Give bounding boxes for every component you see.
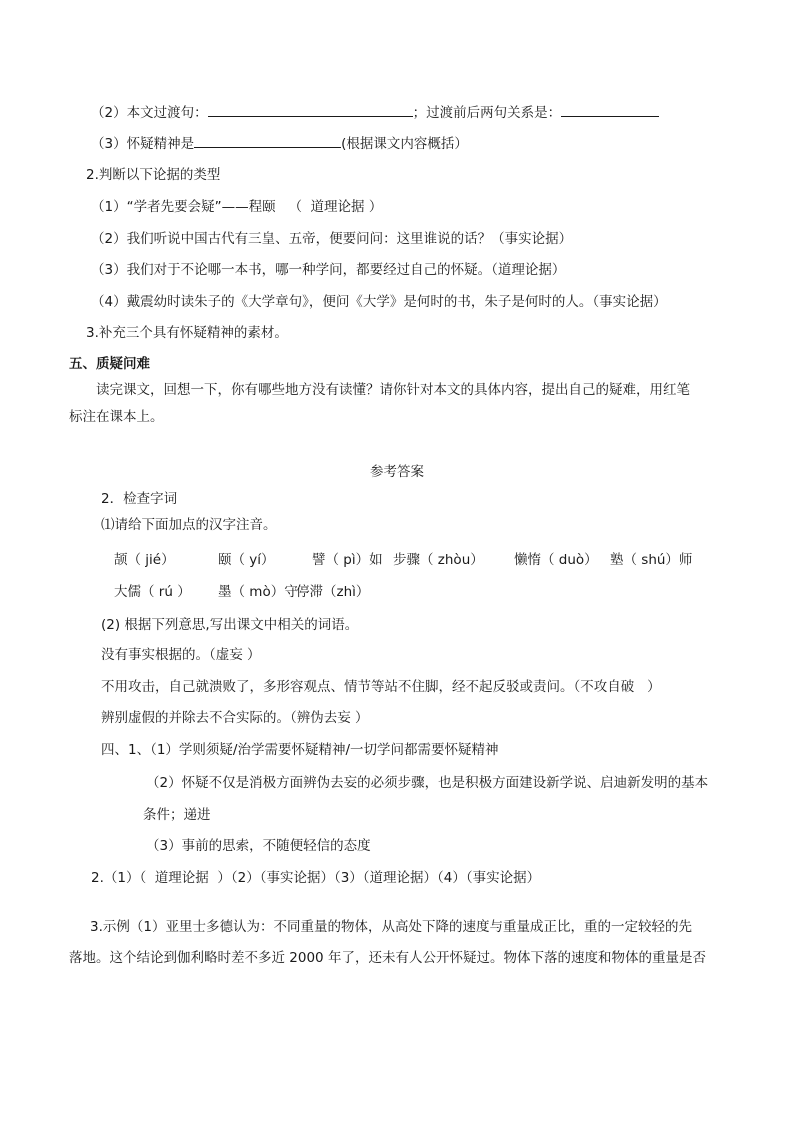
pinyin-item: 懒惰（ duò） xyxy=(514,552,598,568)
section-5-paragraph-line-2: 标注在课本上。 xyxy=(69,409,164,425)
section-5-paragraph-line-1: 读完课文，回想一下，你有哪些地方没有读懂？请你针对本文的具体内容，提出自己的疑难，用红笔 xyxy=(96,382,690,398)
section-5-title: 五、质疑问难 xyxy=(69,356,150,372)
question-3-line xyxy=(91,133,468,154)
transition-sentence-blank xyxy=(208,102,413,117)
pinyin-item: 步骤（ zhòu） xyxy=(393,552,484,568)
answer-4-2-line-2: 条件；递进 xyxy=(143,807,211,823)
answer-2-heading: 2．检查字词 xyxy=(101,491,178,507)
doubt-spirit-blank xyxy=(194,133,341,148)
pinyin-item: 颉（ jié） xyxy=(114,552,175,568)
question-3-prefix: （3）怀疑精神是 xyxy=(91,136,195,152)
answer-4-3: （3）事前的思索，不随便轻信的态度 xyxy=(146,838,371,854)
section-3-instruction: 3.补充三个具有怀疑精神的素材。 xyxy=(86,325,288,341)
pinyin-item: 停滞（zhì） xyxy=(296,584,370,600)
pinyin-item: 大儒（ rú ） xyxy=(114,584,191,600)
argument-item-3: （3）我们对于不论哪一本书，哪一种学问，都要经过自己的怀疑。（道理论据） xyxy=(91,262,566,278)
argument-item-1: （1）“学者先要会疑”——程颐 （ 道理论据 ） xyxy=(91,199,383,215)
question-2-prefix: （2）本文过渡句： xyxy=(91,105,208,121)
answer-3-example-line-1: 3.示例（1）亚里士多德认为：不同重量的物体，从高处下降的速度与重量成正比，重的一定较轻的先 xyxy=(90,919,692,935)
pinyin-item: 墨（ mò）守 xyxy=(218,584,298,600)
section-2-title: 2.判断以下论据的类型 xyxy=(86,167,221,183)
answer-2-2-instruction: (2) 根据下列意思,写出课文中相关的词语。 xyxy=(101,617,359,633)
definition-1: 没有事实根据的。（虚妄 ） xyxy=(101,647,261,663)
relation-blank xyxy=(561,102,659,117)
answer-4-section-2: 2.（1）（ 道理论据 ）（2）（事实论据）（3）（道理论据）（4）（事实论据） xyxy=(91,870,541,886)
pinyin-item: 譬（ pì）如 xyxy=(312,552,383,568)
answer-3-example-line-2: 落地。这个结论到伽利略时差不多近 2000 年了，还未有人公开怀疑过。物体下落的速度和物体的重量是否 xyxy=(69,950,706,966)
argument-item-4: （4）戴震幼时读朱子的《大学章句》，便问《大学》是何时的书，朱子是何时的人。（事实论据） xyxy=(91,294,667,310)
pinyin-item: 颐（ yí） xyxy=(218,552,275,568)
answer-2-1-instruction: ⑴请给下面加点的汉字注音。 xyxy=(101,517,277,533)
question-3-suffix: (根据课文内容概括） xyxy=(341,136,468,152)
definition-3: 辨别虚假的并除去不合实际的。（辨伪去妄 ） xyxy=(101,710,369,726)
question-2-line xyxy=(91,102,659,123)
answer-4-1: 四、1、（1）学则须疑/治学需要怀疑精神/一切学问都需要怀疑精神 xyxy=(101,742,499,758)
definition-2: 不用攻击，自己就溃败了，多形容观点、情节等站不住脚，经不起反驳或责问。（不攻自破 ） xyxy=(101,679,661,695)
answer-4-2-line-1: （2）怀疑不仅是消极方面辨伪去妄的必须步骤，也是积极方面建设新学说、启迪新发明的基本 xyxy=(146,775,709,791)
question-2-relation-label: ；过渡前后两句关系是： xyxy=(412,105,562,121)
pinyin-item: 塾（ shú）师 xyxy=(610,552,693,568)
argument-item-2: （2）我们听说中国古代有三皇、五帝，便要问问：这里谁说的话？（事实论据） xyxy=(91,231,573,247)
answer-key-title: 参考答案 xyxy=(370,464,424,480)
